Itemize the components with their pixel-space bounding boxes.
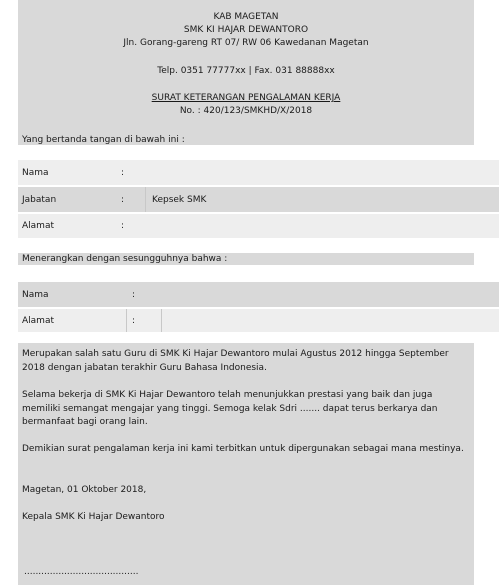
school-contact: Telp. 0351 77777xx | Fax. 031 88888xx — [157, 66, 335, 76]
place-date: Magetan, 01 Oktober 2018, — [22, 485, 147, 495]
signer-title: Kepala SMK Ki Hajar Dewantoro — [22, 512, 165, 522]
row-colon: : — [132, 289, 136, 300]
school-address: Jln. Gorang-gareng RT 07/ RW 06 Kawedanan Magetan — [123, 38, 369, 48]
table-row — [18, 282, 499, 307]
table-row — [18, 214, 499, 238]
row-label: Nama — [22, 289, 49, 300]
regency-name: KAB MAGETAN — [213, 12, 279, 22]
letter-number: No. : 420/123/SMKHD/X/2018 — [179, 106, 313, 116]
paragraph-employment: Merupakan salah satu Guru di SMK Ki Hajar Dewantoro mulai Agustus 2012 hingga September 2018 dengan jabatan terakhir Guru Bahasa Indonesia. — [22, 349, 449, 373]
letter-subject: SURAT KETERANGAN PENGALAMAN KERJA — [151, 93, 341, 103]
signature-line: ........................................ — [24, 567, 139, 577]
row-label: Alamat — [22, 221, 54, 231]
statement-text: Menerangkan dengan sesungguhnya bahwa : — [22, 254, 228, 264]
row-label: Alamat — [22, 315, 54, 326]
intro-text: Yang bertanda tangan di bawah ini : — [22, 135, 185, 145]
paragraph-closing: Demikian surat pengalaman kerja ini kami terbitkan untuk dipergunakan sebagai mana mestinya. — [22, 444, 464, 454]
letter-body — [18, 343, 474, 585]
row-colon: : — [121, 221, 125, 231]
row-label: Jabatan — [22, 194, 57, 205]
table-row — [18, 187, 499, 212]
row-colon: : — [132, 315, 136, 326]
paragraph-performance: Selama bekerja di SMK Ki Hajar Dewantoro telah menunjukkan prestasi yang baik dan juga memiliki semangat mengajar yang tinggi. Semoga kelak Sdri ....... dapat terus berkarya dan bermanfaat bagi orang lain. — [22, 390, 438, 427]
row-colon: : — [121, 167, 125, 178]
row-value: Kepsek SMK — [152, 194, 207, 205]
table-row — [18, 160, 499, 185]
table-row — [18, 309, 499, 332]
row-colon: : — [121, 194, 125, 205]
school-name: SMK KI HAJAR DEWANTORO — [183, 25, 309, 35]
row-label: Nama — [22, 167, 49, 178]
statement-bar — [18, 253, 474, 265]
letterhead — [18, 0, 474, 145]
